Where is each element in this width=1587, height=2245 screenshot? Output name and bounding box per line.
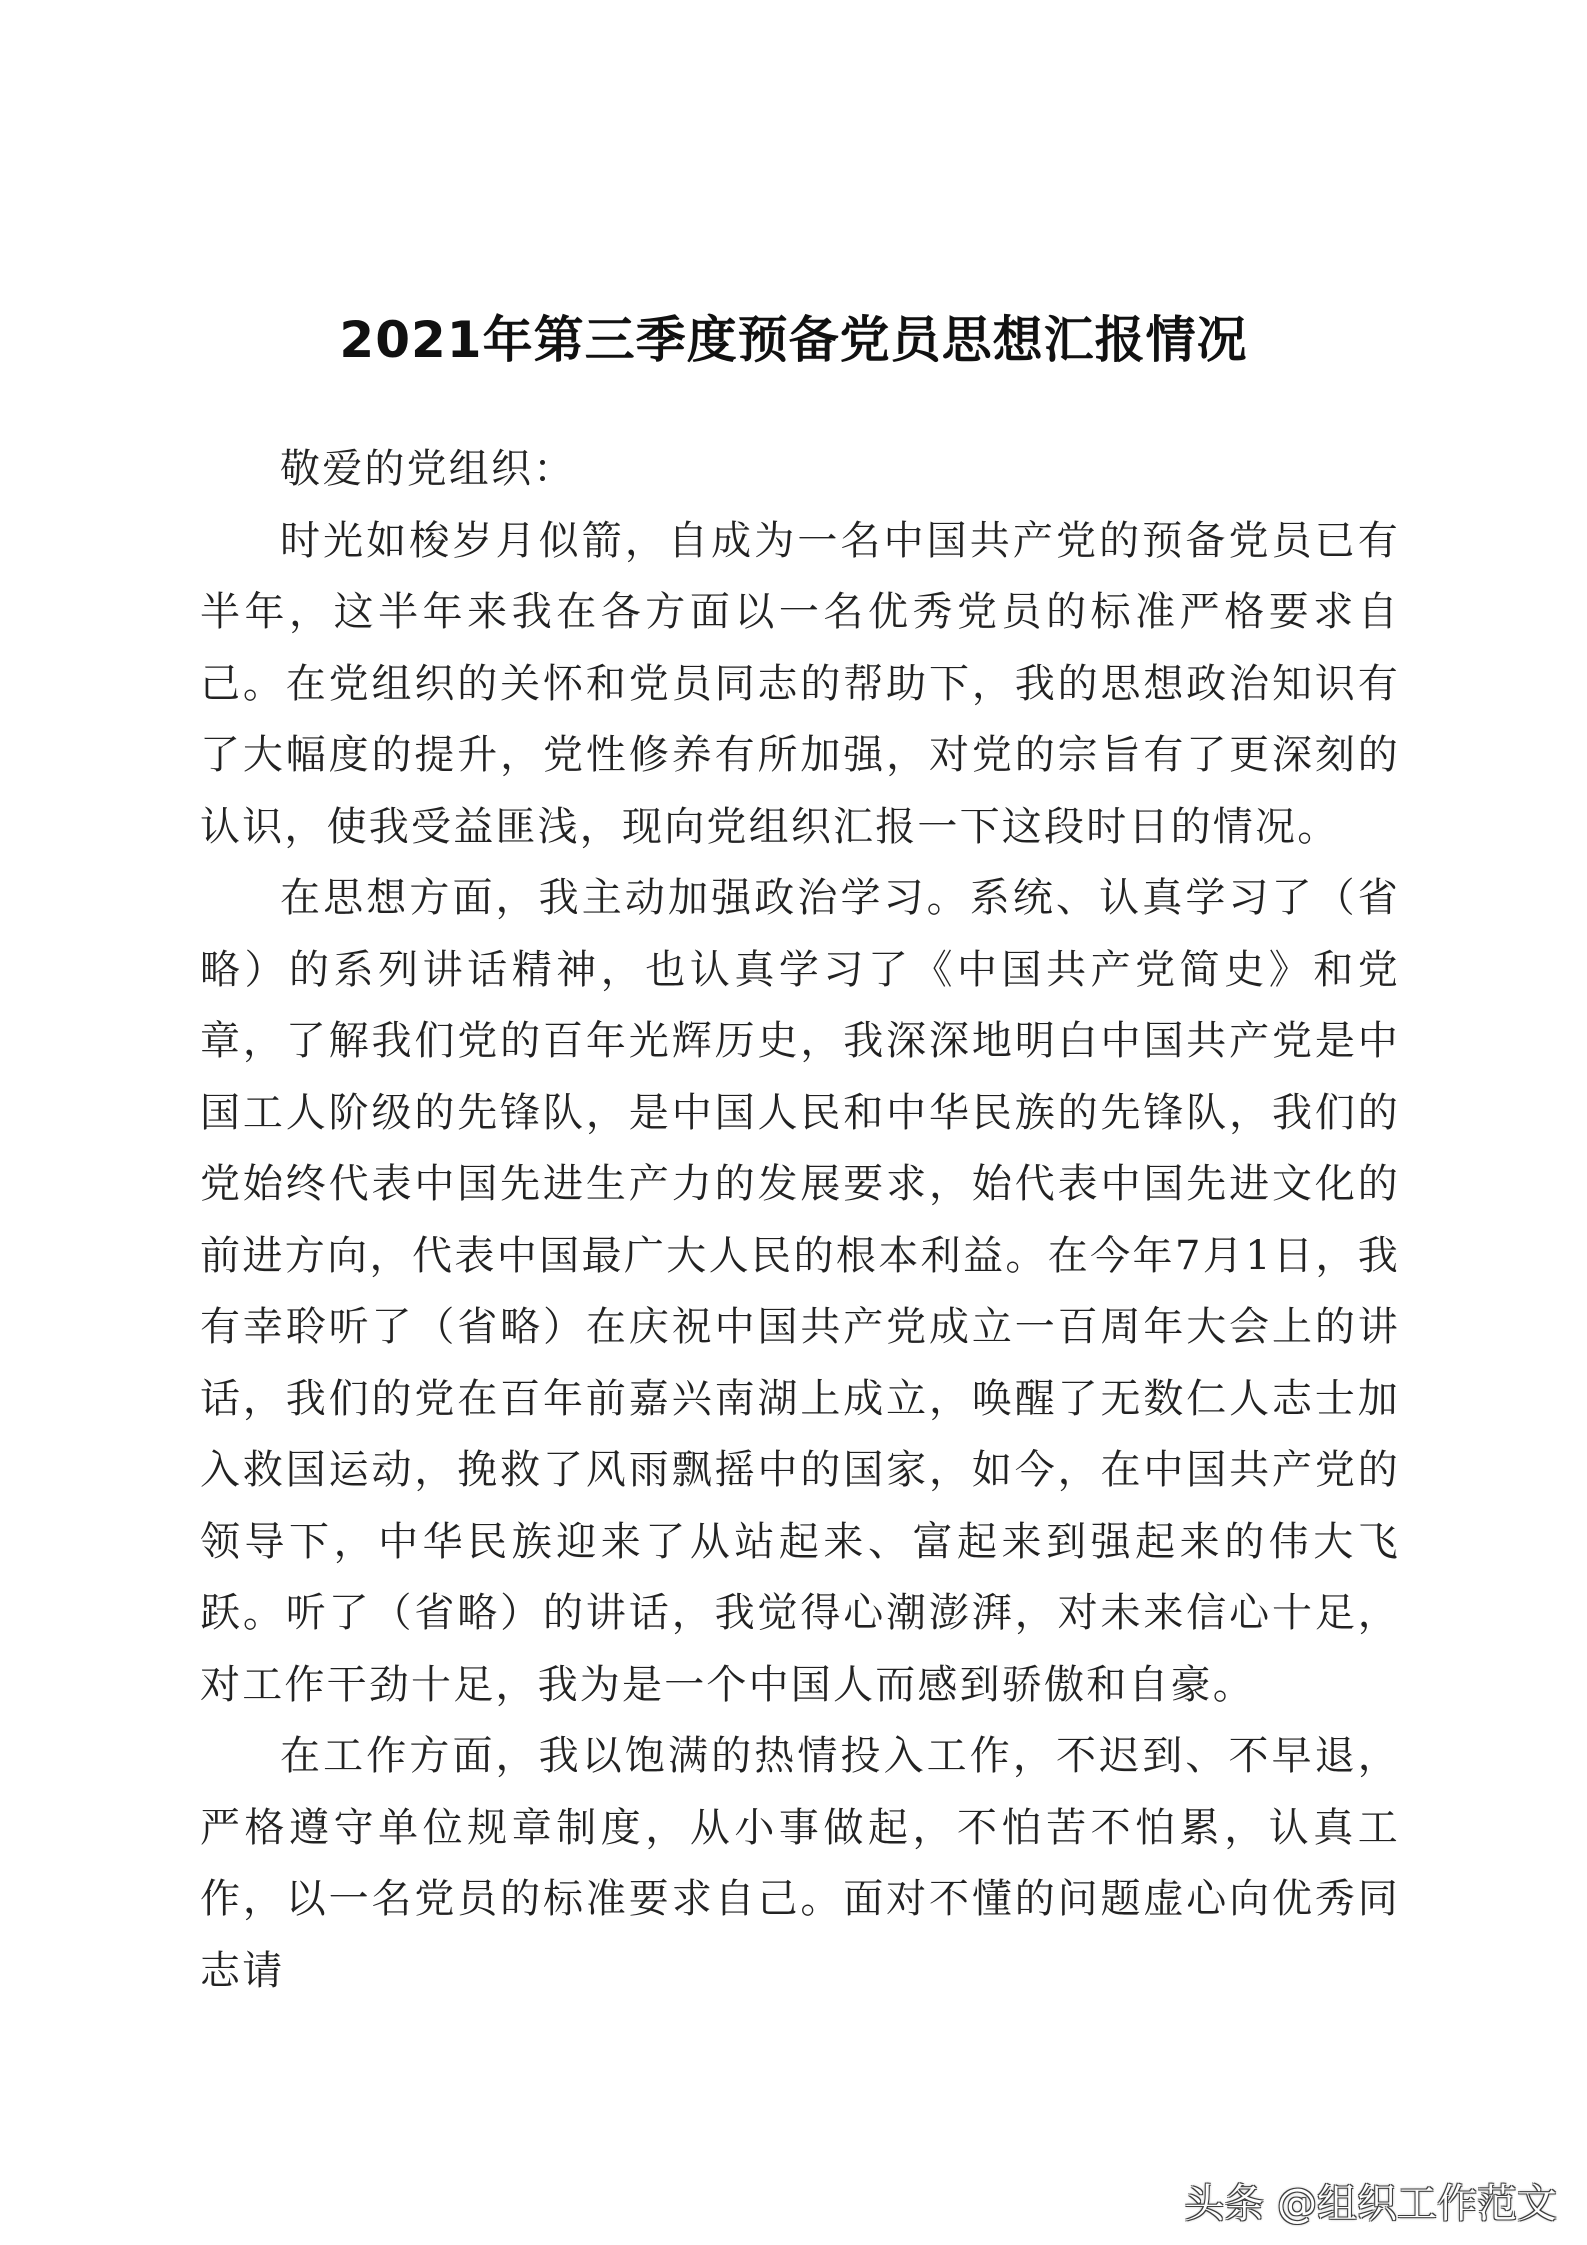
salutation: 敬爱的党组织： bbox=[280, 446, 576, 492]
document-title: 2021年第三季度预备党员思想汇报情况 bbox=[339, 311, 1248, 369]
paragraph-intro: 时光如梭岁月似箭，自成为一名中国共产党的预备党员已有半年，这半年来我在各方面以一名优秀党员的标准严格要求自己。在党组织的关怀和党员同志的帮助下，我的思想政治知识有了大幅度的提升，党性修养有所加强，对党的宗旨有了更深刻的认识，使我受益匪浅，现向党组织汇报一下这段时日的情况。 bbox=[200, 517, 1400, 850]
paragraph-thought: 在思想方面，我主动加强政治学习。系统、认真学习了（省略）的系列讲话精神，也认真学习了《中国共产党简史》和党章，了解我们党的百年光辉历史，我深深地明白中国共产党是中国工人阶级的先锋队，是中国人民和中华民族的先锋队，我们的党始终代表中国先进生产力的发展要求，始代表中国先进文化的前进方向，代表中国最广大人民的根本利益。在今年7月1日，我有幸聆听了（省略）在庆祝中国共产党成立一百周年大会上的讲话，我们的党在百年前嘉兴南湖上成立，唤醒了无数仁人志士加入救国运动，挽救了风雨飘摇中的国家，如今，在中国共产党的领导下，中华民族迎来了从站起来、富起来到强起来的伟大飞跃。听了（省略）的讲话，我觉得心潮澎湃，对未来信心十足，对工作干劲十足，我为是一个中国人而感到骄傲和自豪。 bbox=[200, 875, 1400, 1708]
paragraph-work: 在工作方面，我以饱满的热情投入工作，不迟到、不早退，严格遵守单位规章制度，从小事做起，不怕苦不怕累，认真工作，以一名党员的标准要求自己。面对不懂的问题虚心向优秀同志请 bbox=[200, 1733, 1400, 1994]
document-body bbox=[200, 434, 1400, 2007]
source-watermark bbox=[1184, 2172, 1557, 2229]
watermark-text: 头条 @组织工作范文 bbox=[1184, 2181, 1557, 2227]
